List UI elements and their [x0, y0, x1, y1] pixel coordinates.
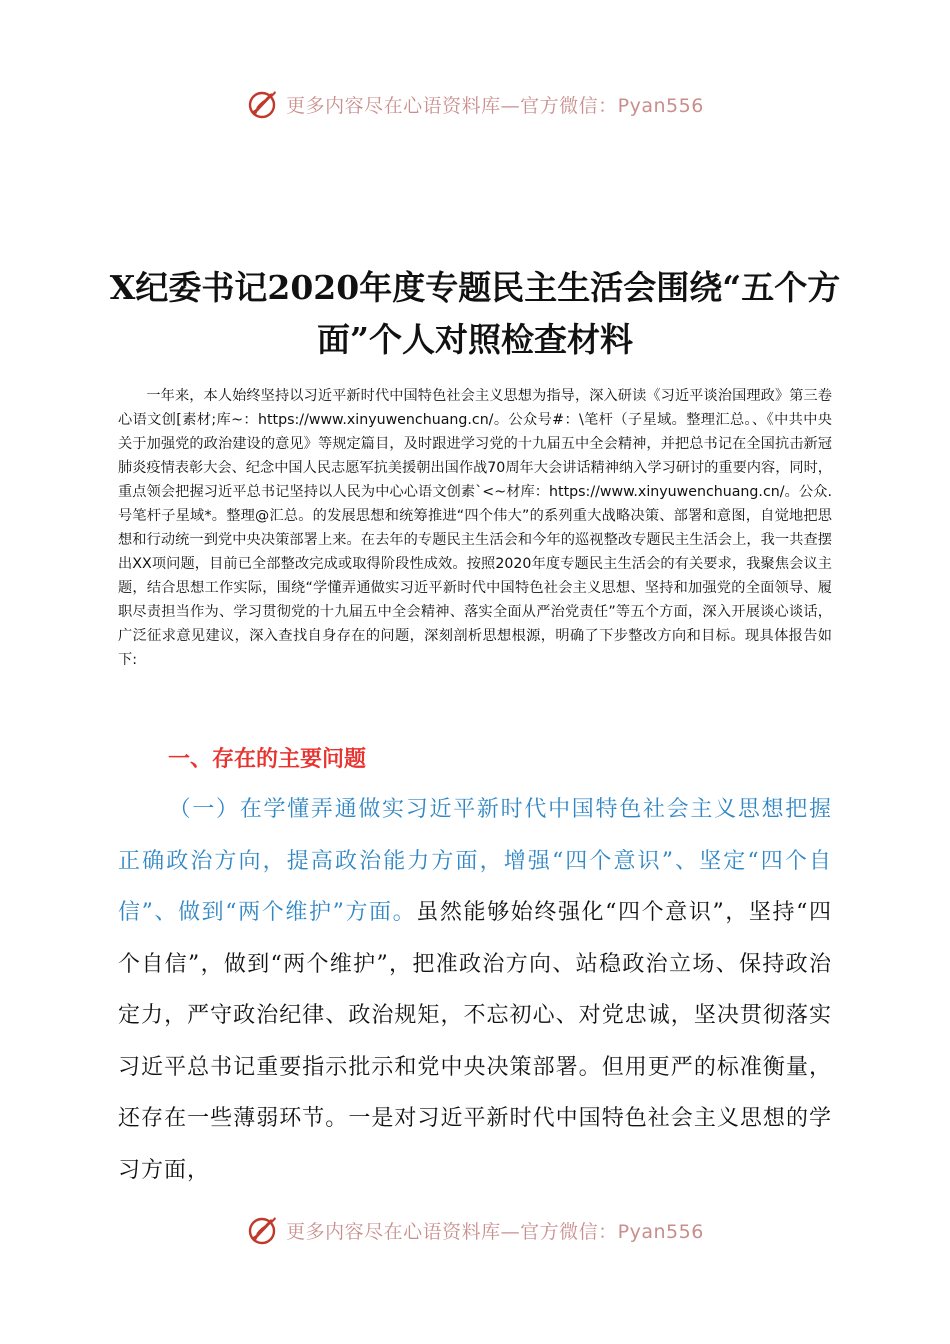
- intro-paragraph: 一年来，本人始终坚持以习近平新时代中国特色社会主义思想为指导，深入研读《习近平谈治国理政》第三卷心语文创[素材;库~：https://www.xinyuwenchuang.cn/。公众号#：\笔杆（子星域。整理汇总。、《中共中央关于加强党的政治建设的意见》等规定篇目，及时跟进学习党的十九届五中全会精神，并把总书记在全国抗击新冠肺炎疫情表彰大会、纪念中国人民志愿军抗美援朝出国作战70周年大会讲话精神纳入学习研讨的重要内容，同时，重点领会把握习近平总书记坚持以人民为中心心语文创素`<~材库：https://www.xinyuwenchuang.cn/。公众.号笔杆子星域*。整理@汇总。的发展思想和统筹推进“四个伟大”的系列重大战略决策、部署和意图，自觉地把思想和行动统一到党中央决策部署上来。在去年的专题民主生活会和今年的巡视整改专题民主生活会上，我一共查摆出XX项问题，目前已全部整改完成或取得阶段性成效。按照2020年度专题民主生活会的有关要求，我聚焦会议主题，结合思想工作实际，围绕“学懂弄通做实习近平新时代中国特色社会主义思想、坚持和加强党的全面领导、履职尽责担当作为、学习贯彻党的十九届五中全会精神、落实全面从严治党责任”等五个方面，深入开展谈心谈话，广泛征求意见建议，深入查找自身存在的问题，深刻剖析思想根源，明确了下步整改方向和目标。现具体报告如下:: [118, 388, 832, 668]
- watermark-text: 更多内容尽在心语资料库—官方微信：Pyan556: [286, 1220, 704, 1243]
- body-text: 虽然能够始终强化“四个意识”，坚持“四个自信”，做到“两个维护”，把准政治方向、站稳政治立场、保持政治定力，严守政治纪律、政治规矩，不忘初心、对党忠诚，坚决贯彻落实习近平总书记重要指示批示和党中央决策部署。但用更严的标准衡量，还存在一些薄弱环节。一是对习近平新时代中国特色社会主义思想的学习方面，: [118, 900, 832, 1183]
- footer-watermark: [0, 1210, 950, 1250]
- pen-logo-icon: [246, 1213, 280, 1247]
- body-paragraph: [118, 784, 832, 1196]
- header-watermark: [0, 84, 950, 124]
- pen-logo-icon: [246, 87, 280, 121]
- subsection-heading: （一）在学懂弄通做实习近平新时代中国特色社会主义思想把握正确政治方向，提高政治能力方面，增强“四个意识”、坚定“四个自信”、做到“两个维护”方面。: [118, 797, 832, 925]
- document-title: X纪委书记2020年度专题民主生活会围绕“五个方面”个人对照检查材料: [109, 268, 841, 359]
- watermark-text: 更多内容尽在心语资料库—官方微信：Pyan556: [286, 94, 704, 117]
- section-heading: 一、存在的主要问题: [168, 747, 367, 772]
